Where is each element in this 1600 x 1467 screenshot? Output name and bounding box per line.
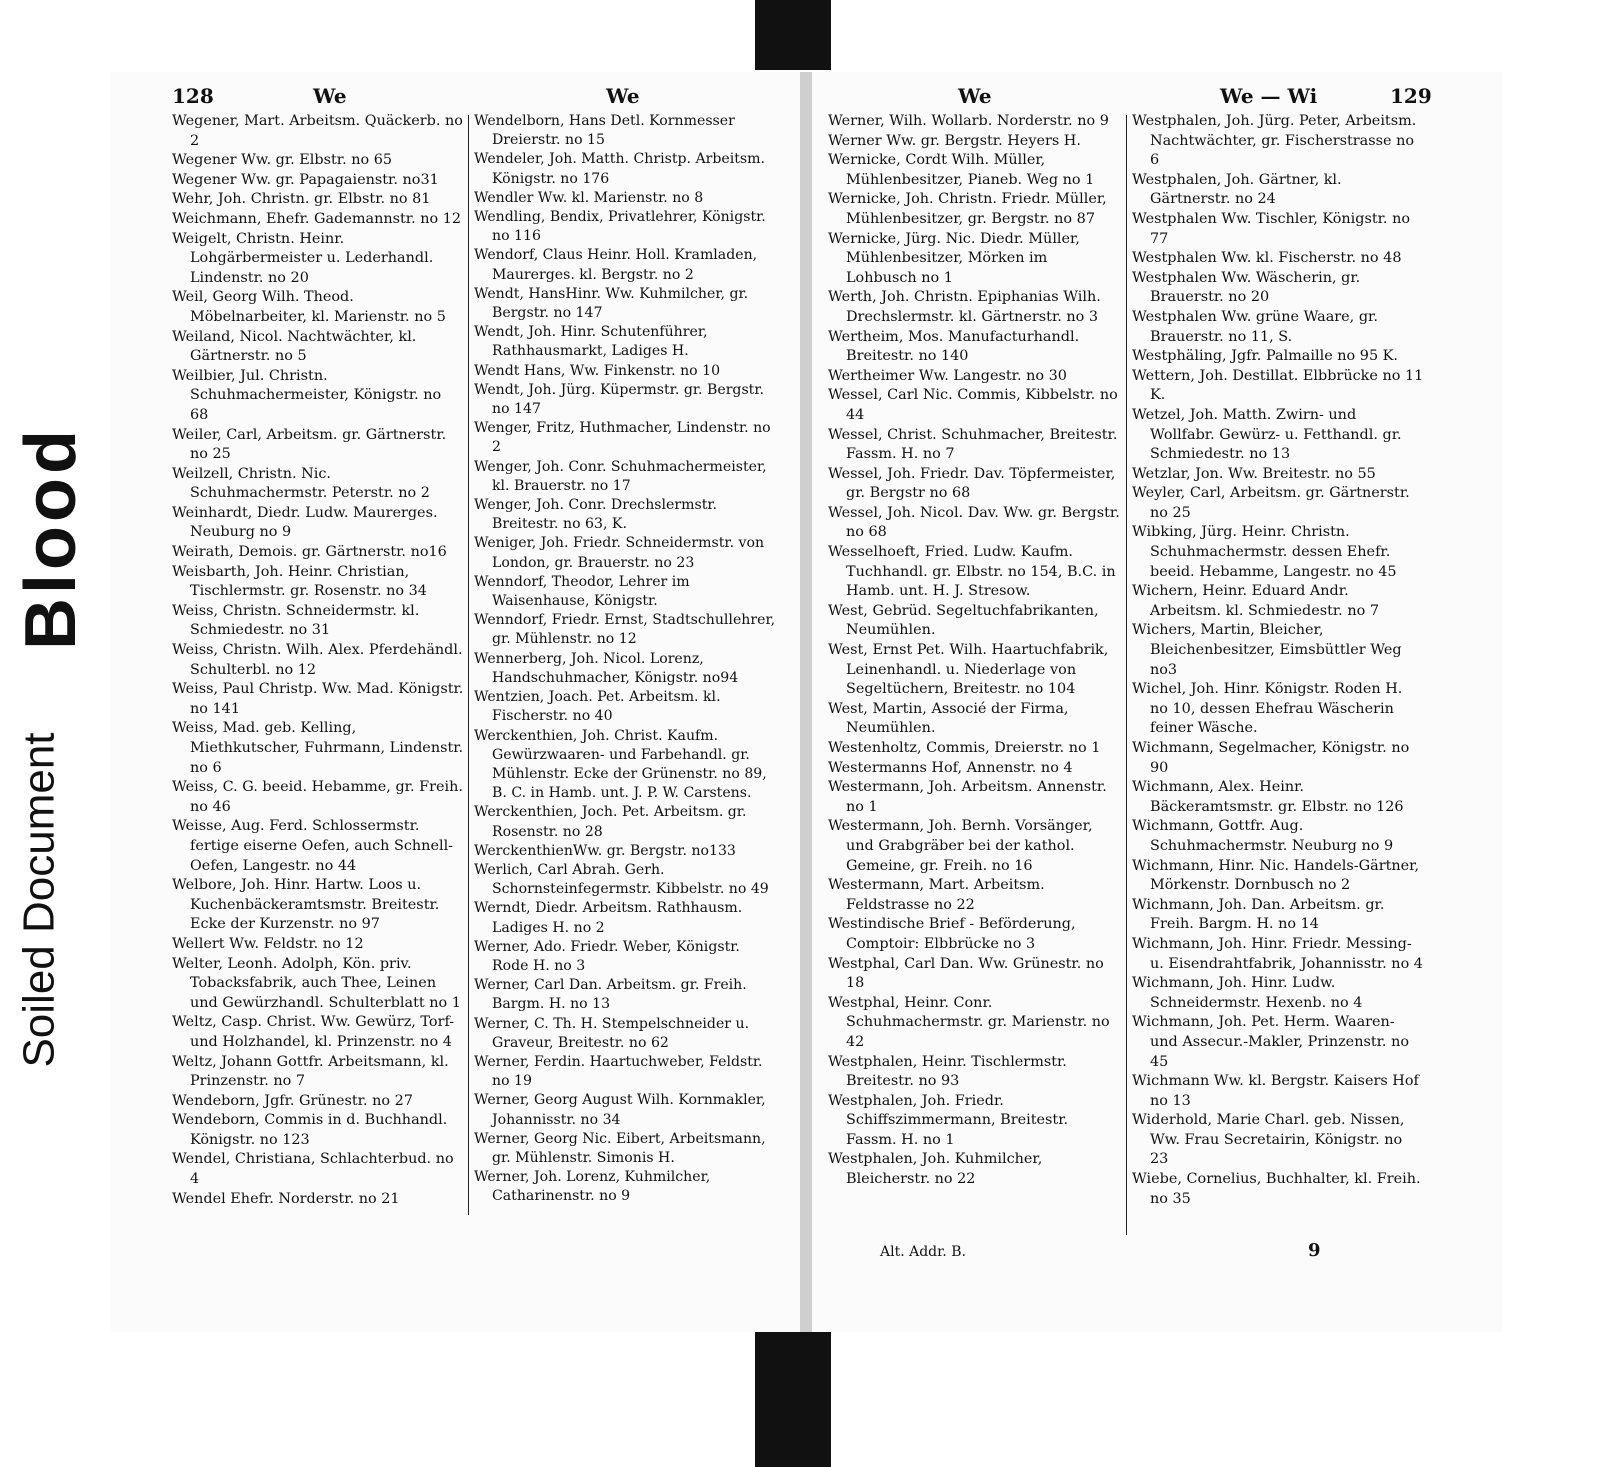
directory-entry: Weil, Georg Wilh. Theod. Möbelnarbeiter, kl. Marienstr. no 5 bbox=[172, 289, 446, 325]
directory-entry: Westphalen, Joh. Jürg. Peter, Arbeitsm. Nachtwächter, gr. Fischerstrasse no 6 bbox=[1132, 113, 1417, 169]
directory-entry: Wichmann, Segelmacher, Königstr. no 90 bbox=[1132, 740, 1410, 776]
directory-entry: Wichmann, Joh. Pet. Herm. Waaren- und Assecur.-Makler, Prinzenstr. no 45 bbox=[1132, 1014, 1410, 1070]
directory-entry: Werckenthien, Joh. Christ. Kaufm. Gewürzwaaren- und Farbehandl. gr. Mühlenstr. Ecke der Grünenstr. no 89, B. C. in Hamb. unt. J. P. W. Carstens. bbox=[474, 727, 767, 802]
left-header-left: We bbox=[313, 84, 347, 108]
directory-entry: Wichmann, Joh. Hinr. Ludw. Schneidermstr. Hexenb. no 4 bbox=[1132, 975, 1363, 1011]
left-header-right: We bbox=[606, 84, 640, 108]
directory-entry: Wendorf, Claus Heinr. Holl. Kramladen, Maurerges. kl. Bergstr. no 2 bbox=[474, 247, 758, 283]
directory-entry: Wendt, Joh. Hinr. Schutenführer, Rathhausmarkt, Ladiges H. bbox=[474, 324, 708, 360]
right-column-1 bbox=[828, 112, 1120, 1190]
right-page-number: 129 bbox=[1390, 84, 1432, 108]
directory-entry: Werndt, Diedr. Arbeitsm. Rathhausm. Ladiges H. no 2 bbox=[474, 900, 743, 936]
directory-entry: Werner, Georg Nic. Eibert, Arbeitsmann, gr. Mühlenstr. Simonis H. bbox=[474, 1130, 766, 1166]
directory-entry: Werner, Ado. Friedr. Weber, Königstr. Rode H. no 3 bbox=[474, 938, 740, 974]
directory-entry: Werner, Wilh. Wollarb. Norderstr. no 9 bbox=[828, 113, 1109, 129]
directory-entry: Wegener Ww. gr. Elbstr. no 65 bbox=[172, 152, 393, 169]
directory-entry: Wichmann, Alex. Heinr. Bäckeramtsmstr. gr. Elbstr. no 126 bbox=[1132, 779, 1404, 815]
directory-entry: Weilbier, Jul. Christn. Schuhmachermeister, Königstr. no 68 bbox=[172, 367, 442, 423]
directory-entry: Weiss, C. G. beeid. Hebamme, gr. Freih. no 46 bbox=[172, 779, 463, 815]
directory-entry: Wendler Ww. kl. Marienstr. no 8 bbox=[474, 189, 704, 206]
scan-side-label bbox=[0, 600, 100, 1200]
directory-entry: Westphalen Ww. Wäscherin, gr. Brauerstr. no 20 bbox=[1132, 269, 1361, 306]
directory-entry: WerckenthienWw. gr. Bergstr. no133 bbox=[474, 842, 736, 859]
directory-entry: Werth, Joh. Christn. Epiphanias Wilh. Drechslermstr. kl. Gärtnerstr. no 3 bbox=[828, 289, 1101, 325]
directory-entry: Westermann, Mart. Arbeitsm. Feldstrasse no 22 bbox=[828, 877, 1045, 913]
left-column-2 bbox=[474, 112, 776, 1207]
directory-entry: Westphalen, Heinr. Tischlermstr. Breitestr. no 93 bbox=[828, 1053, 1067, 1090]
directory-entry: Wendel Ehefr. Norderstr. no 21 bbox=[172, 1190, 400, 1207]
directory-entry: Werner, Ferdin. Haartuchweber, Feldstr. no 19 bbox=[474, 1053, 763, 1090]
directory-entry: Werner, C. Th. H. Stempelschneider u. Graveur, Breitestr. no 62 bbox=[474, 1015, 750, 1051]
directory-entry: Wendt, Joh. Jürg. Küpermstr. gr. Bergstr. no 147 bbox=[474, 381, 765, 418]
directory-entry: Weigelt, Christn. Heinr. Lohgärbermeister u. Lederhandl. Lindenstr. no 20 bbox=[172, 230, 434, 286]
directory-entry: Werner Ww. gr. Bergstr. Heyers H. bbox=[828, 132, 1081, 149]
directory-entry: Werner, Carl Dan. Arbeitsm. gr. Freih. Bargm. H. no 13 bbox=[474, 977, 747, 1013]
right-column-rule bbox=[1126, 115, 1127, 1235]
directory-entry: Weltz, Johann Gottfr. Arbeitsmann, kl. Prinzenstr. no 7 bbox=[172, 1053, 449, 1090]
directory-entry: Widerhold, Marie Charl. geb. Nissen, Ww. Frau Secretairin, Königstr. no 23 bbox=[1132, 1112, 1405, 1168]
directory-entry: Wehr, Joh. Christn. gr. Elbstr. no 81 bbox=[172, 191, 431, 208]
directory-entry: Wertheim, Mos. Manufacturhandl. Breitestr. no 140 bbox=[828, 328, 1080, 365]
directory-entry: Westphal, Carl Dan. Ww. Grünestr. no 18 bbox=[828, 955, 1104, 992]
directory-entry: West, Ernst Pet. Wilh. Haartuchfabrik, Leinenhandl. u. Niederlage von Segeltüchern, Breitestr. no 104 bbox=[828, 642, 1109, 698]
directory-entry: West, Gebrüd. Segeltuchfabrikanten, Neumühlen. bbox=[828, 602, 1099, 639]
directory-entry: Wegener Ww. gr. Papagaienstr. no31 bbox=[172, 171, 439, 188]
side-top-text: Blood bbox=[11, 426, 91, 650]
directory-entry: Wessel, Joh. Friedr. Dav. Töpfermeister, gr. Bergstr no 68 bbox=[828, 465, 1116, 502]
directory-entry: Westermann, Joh. Arbeitsm. Annenstr. no 1 bbox=[828, 779, 1107, 815]
directory-entry: Wendt Hans, Ww. Finkenstr. no 10 bbox=[474, 362, 721, 379]
directory-entry: Weisse, Aug. Ferd. Schlossermstr. fertige eiserne Oefen, auch Schnell-Oefen, Langestr. no 44 bbox=[172, 818, 454, 874]
directory-entry: Westenholtz, Commis, Dreierstr. no 1 bbox=[828, 740, 1101, 756]
directory-entry: Westphäling, Jgfr. Palmaille no 95 K. bbox=[1132, 348, 1399, 365]
directory-entry: Wichers, Martin, Bleicher, Bleichenbesitzer, Eimsbüttler Weg no3 bbox=[1132, 622, 1402, 678]
directory-entry: Weiler, Carl, Arbeitsm. gr. Gärtnerstr. no 25 bbox=[172, 426, 447, 463]
right-header-right: We — Wi bbox=[1220, 84, 1318, 108]
directory-entry: Wiebe, Cornelius, Buchhalter, kl. Freih. no 35 bbox=[1132, 1171, 1421, 1207]
directory-entry: Wenger, Fritz, Huthmacher, Lindenstr. no 2 bbox=[474, 420, 771, 456]
directory-entry: Wegener, Mart. Arbeitsm. Quäckerb. no 2 bbox=[172, 113, 463, 149]
directory-entry: Werner, Joh. Lorenz, Kuhmilcher, Catharinenstr. no 9 bbox=[474, 1169, 711, 1205]
directory-entry: Wenger, Joh. Conr. Drechslermstr. Breitestr. no 63, K. bbox=[474, 497, 718, 533]
footer-signature: Alt. Addr. B. bbox=[880, 1244, 966, 1260]
directory-entry: Wichel, Joh. Hinr. Königstr. Roden H. no 10, dessen Ehefrau Wäscherin feiner Wäsche. bbox=[1132, 681, 1403, 737]
directory-entry: Wendeler, Joh. Matth. Christp. Arbeitsm. Königstr. no 176 bbox=[474, 151, 765, 187]
directory-entry: Westphalen Ww. kl. Fischerstr. no 48 bbox=[1132, 250, 1402, 267]
gutter-bar-bottom bbox=[755, 1328, 831, 1467]
directory-entry: Weiss, Christn. Schneidermstr. kl. Schmiedestr. no 31 bbox=[172, 602, 420, 639]
directory-entry: Weilzell, Christn. Nic. Schuhmachermstr. Peterstr. no 2 bbox=[172, 465, 430, 502]
directory-entry: Wendling, Bendix, Privatlehrer, Königstr. no 116 bbox=[474, 209, 766, 245]
directory-entry: Weichmann, Ehefr. Gademannstr. no 12 bbox=[172, 210, 462, 227]
directory-entry: Wernicke, Jürg. Nic. Diedr. Müller, Mühlenbesitzer, Mörken im Lohbusch no 1 bbox=[828, 230, 1080, 286]
directory-entry: Westphal, Heinr. Conr. Schuhmachermstr. gr. Marienstr. no 42 bbox=[828, 994, 1110, 1050]
right-column-2 bbox=[1132, 112, 1424, 1209]
directory-entry: Weyler, Carl, Arbeitsm. gr. Gärtnerstr. no 25 bbox=[1132, 485, 1410, 521]
left-column-rule bbox=[468, 115, 469, 1215]
directory-entry: Wendel, Christiana, Schlachterbud. no 4 bbox=[172, 1151, 454, 1188]
directory-entry: Wenndorf, Theodor, Lehrer im Waisenhause, Königstr. bbox=[474, 573, 690, 610]
directory-entry: Wendeborn, Commis in d. Buchhandl. Königstr. no 123 bbox=[172, 1112, 448, 1148]
directory-entry: Weirath, Demois. gr. Gärtnerstr. no16 bbox=[172, 544, 447, 561]
directory-entry: Wenger, Joh. Conr. Schuhmachermeister, kl. Brauerstr. no 17 bbox=[474, 458, 767, 494]
soiled-document-label: Soiled Document bbox=[15, 732, 65, 1068]
directory-entry: Wenndorf, Friedr. Ernst, Stadtschullehrer, gr. Mühlenstr. no 12 bbox=[474, 612, 776, 648]
directory-entry: Wichmann, Joh. Dan. Arbeitsm. gr. Freih. Bargm. H. no 14 bbox=[1132, 896, 1385, 933]
directory-entry: Wichmann, Joh. Hinr. Friedr. Messing- u. Eisendrahtfabrik, Johannisstr. no 4 bbox=[1132, 935, 1423, 972]
directory-entry: Werner, Georg August Wilh. Kornmakler, Johannisstr. no 34 bbox=[474, 1092, 766, 1128]
directory-entry: Werlich, Carl Abrah. Gerh. Schornsteinfegermstr. Kibbelstr. no 49 bbox=[474, 861, 769, 898]
directory-entry: Wendeborn, Jgfr. Grünestr. no 27 bbox=[172, 1092, 413, 1109]
directory-entry: Welter, Leonh. Adolph, Kön. priv. Tobacksfabrik, auch Thee, Leinen und Gewürzhandl. Schulterblatt no 1 bbox=[172, 955, 461, 1011]
directory-entry: Wellert Ww. Feldstr. no 12 bbox=[172, 935, 364, 952]
directory-entry: Wennerberg, Joh. Nicol. Lorenz, Handschuhmacher, Königstr. no94 bbox=[474, 650, 739, 686]
directory-entry: Wichmann, Gottfr. Aug. Schuhmachermstr. Neuburg no 9 bbox=[1132, 818, 1394, 854]
directory-entry: Westermann, Joh. Bernh. Vorsänger, und Grabgräber bei der kathol. Gemeine, gr. Freih. no 16 bbox=[828, 818, 1093, 874]
directory-entry: Wettern, Joh. Destillat. Elbbrücke no 11 K. bbox=[1132, 367, 1424, 404]
book-spine bbox=[800, 72, 812, 1332]
directory-entry: Wichmann Ww. kl. Bergstr. Kaisers Hof no 13 bbox=[1132, 1073, 1419, 1109]
directory-entry: Weiss, Christn. Wilh. Alex. Pferdehändl. Schulterbl. no 12 bbox=[172, 642, 463, 678]
directory-entry: Wichern, Heinr. Eduard Andr. Arbeitsm. kl. Schmiedestr. no 7 bbox=[1132, 583, 1379, 619]
directory-entry: Weiss, Paul Christp. Ww. Mad. Königstr. no 141 bbox=[172, 681, 464, 717]
directory-entry: Wibking, Jürg. Heinr. Christn. Schuhmachermstr. dessen Ehefr. beeid. Hebamme, Langestr. no 45 bbox=[1132, 524, 1397, 580]
directory-entry: Westindische Brief - Beförderung, Comptoir: Elbbrücke no 3 bbox=[828, 916, 1076, 952]
directory-entry: Wetzel, Joh. Matth. Zwirn- und Wollfabr. Gewürz- u. Fetthandl. gr. Schmiedestr. no 13 bbox=[1132, 406, 1402, 463]
directory-entry: Wernicke, Cordt Wilh. Müller, Mühlenbesitzer, Pianeb. Weg no 1 bbox=[828, 152, 1095, 188]
left-page-number: 128 bbox=[172, 84, 214, 108]
directory-entry: Werckenthien, Joch. Pet. Arbeitsm. gr. Rosenstr. no 28 bbox=[474, 804, 747, 840]
directory-entry: Westphalen Ww. grüne Waare, gr. Brauerstr. no 11, S. bbox=[1132, 308, 1378, 345]
directory-entry: Wentzien, Joach. Pet. Arbeitsm. kl. Fischerstr. no 40 bbox=[474, 689, 721, 725]
directory-entry: Westphalen, Joh. Kuhmilcher, Bleicherstr. no 22 bbox=[828, 1151, 1043, 1188]
directory-entry: Wendelborn, Hans Detl. Kornmesser Dreierstr. no 15 bbox=[474, 113, 735, 149]
directory-entry: Wessel, Carl Nic. Commis, Kibbelstr. no 44 bbox=[828, 387, 1118, 423]
directory-entry: Weisbarth, Joh. Heinr. Christian, Tischlermstr. gr. Rosenstr. no 34 bbox=[172, 563, 427, 600]
directory-entry: Westphalen Ww. Tischler, Königstr. no 77 bbox=[1132, 210, 1411, 247]
directory-entry: Wendt, HansHinr. Ww. Kuhmilcher, gr. Bergstr. no 147 bbox=[474, 285, 749, 322]
left-column-1 bbox=[172, 112, 464, 1209]
directory-entry: Wichmann, Hinr. Nic. Handels-Gärtner, Mörkenstr. Dornbusch no 2 bbox=[1132, 857, 1420, 894]
directory-entry: Wetzlar, Jon. Ww. Breitestr. no 55 bbox=[1132, 465, 1376, 482]
directory-entry: Weltz, Casp. Christ. Ww. Gewürz, Torf- und Holzhandel, kl. Prinzenstr. no 4 bbox=[172, 1014, 455, 1050]
directory-entry: Weinhardt, Diedr. Ludw. Maurerges. Neuburg no 9 bbox=[172, 504, 438, 541]
directory-entry: Westermanns Hof, Annenstr. no 4 bbox=[828, 759, 1073, 776]
right-header-left: We bbox=[958, 84, 992, 108]
directory-entry: Welbore, Joh. Hinr. Hartw. Loos u. Kuchenbäckeramtsmstr. Breitestr. Ecke der Kurzenstr. no 97 bbox=[172, 877, 440, 933]
directory-entry: Wertheimer Ww. Langestr. no 30 bbox=[828, 367, 1067, 384]
directory-entry: Westphalen, Joh. Friedr. Schiffszimmermann, Breitestr. Fassm. H. no 1 bbox=[828, 1092, 1069, 1148]
directory-entry: Weniger, Joh. Friedr. Schneidermstr. von London, gr. Brauerstr. no 23 bbox=[474, 535, 765, 571]
directory-entry: Weiss, Mad. geb. Kelling, Miethkutscher, Fuhrmann, Lindenstr. no 6 bbox=[172, 720, 464, 776]
footer-sheet-number: 9 bbox=[1308, 1240, 1321, 1261]
directory-entry: Wesselhoeft, Fried. Ludw. Kaufm. Tuchhandl. gr. Elbstr. no 154, B.C. in Hamb. unt. H. J. Stresow. bbox=[828, 544, 1116, 600]
directory-entry: West, Martin, Associé der Firma, Neumühlen. bbox=[828, 700, 1069, 737]
directory-entry: Weiland, Nicol. Nachtwächter, kl. Gärtnerstr. no 5 bbox=[172, 328, 417, 365]
directory-entry: Wessel, Joh. Nicol. Dav. Ww. gr. Bergstr. no 68 bbox=[828, 504, 1120, 541]
directory-entry: Wernicke, Joh. Christn. Friedr. Müller, Mühlenbesitzer, gr. Bergstr. no 87 bbox=[828, 191, 1107, 227]
scan-side-label-top bbox=[0, 180, 91, 660]
directory-entry: Westphalen, Joh. Gärtner, kl. Gärtnerstr. no 24 bbox=[1132, 171, 1342, 208]
gutter-bar-top bbox=[755, 0, 831, 70]
directory-entry: Wessel, Christ. Schuhmacher, Breitestr. Fassm. H. no 7 bbox=[828, 426, 1118, 463]
